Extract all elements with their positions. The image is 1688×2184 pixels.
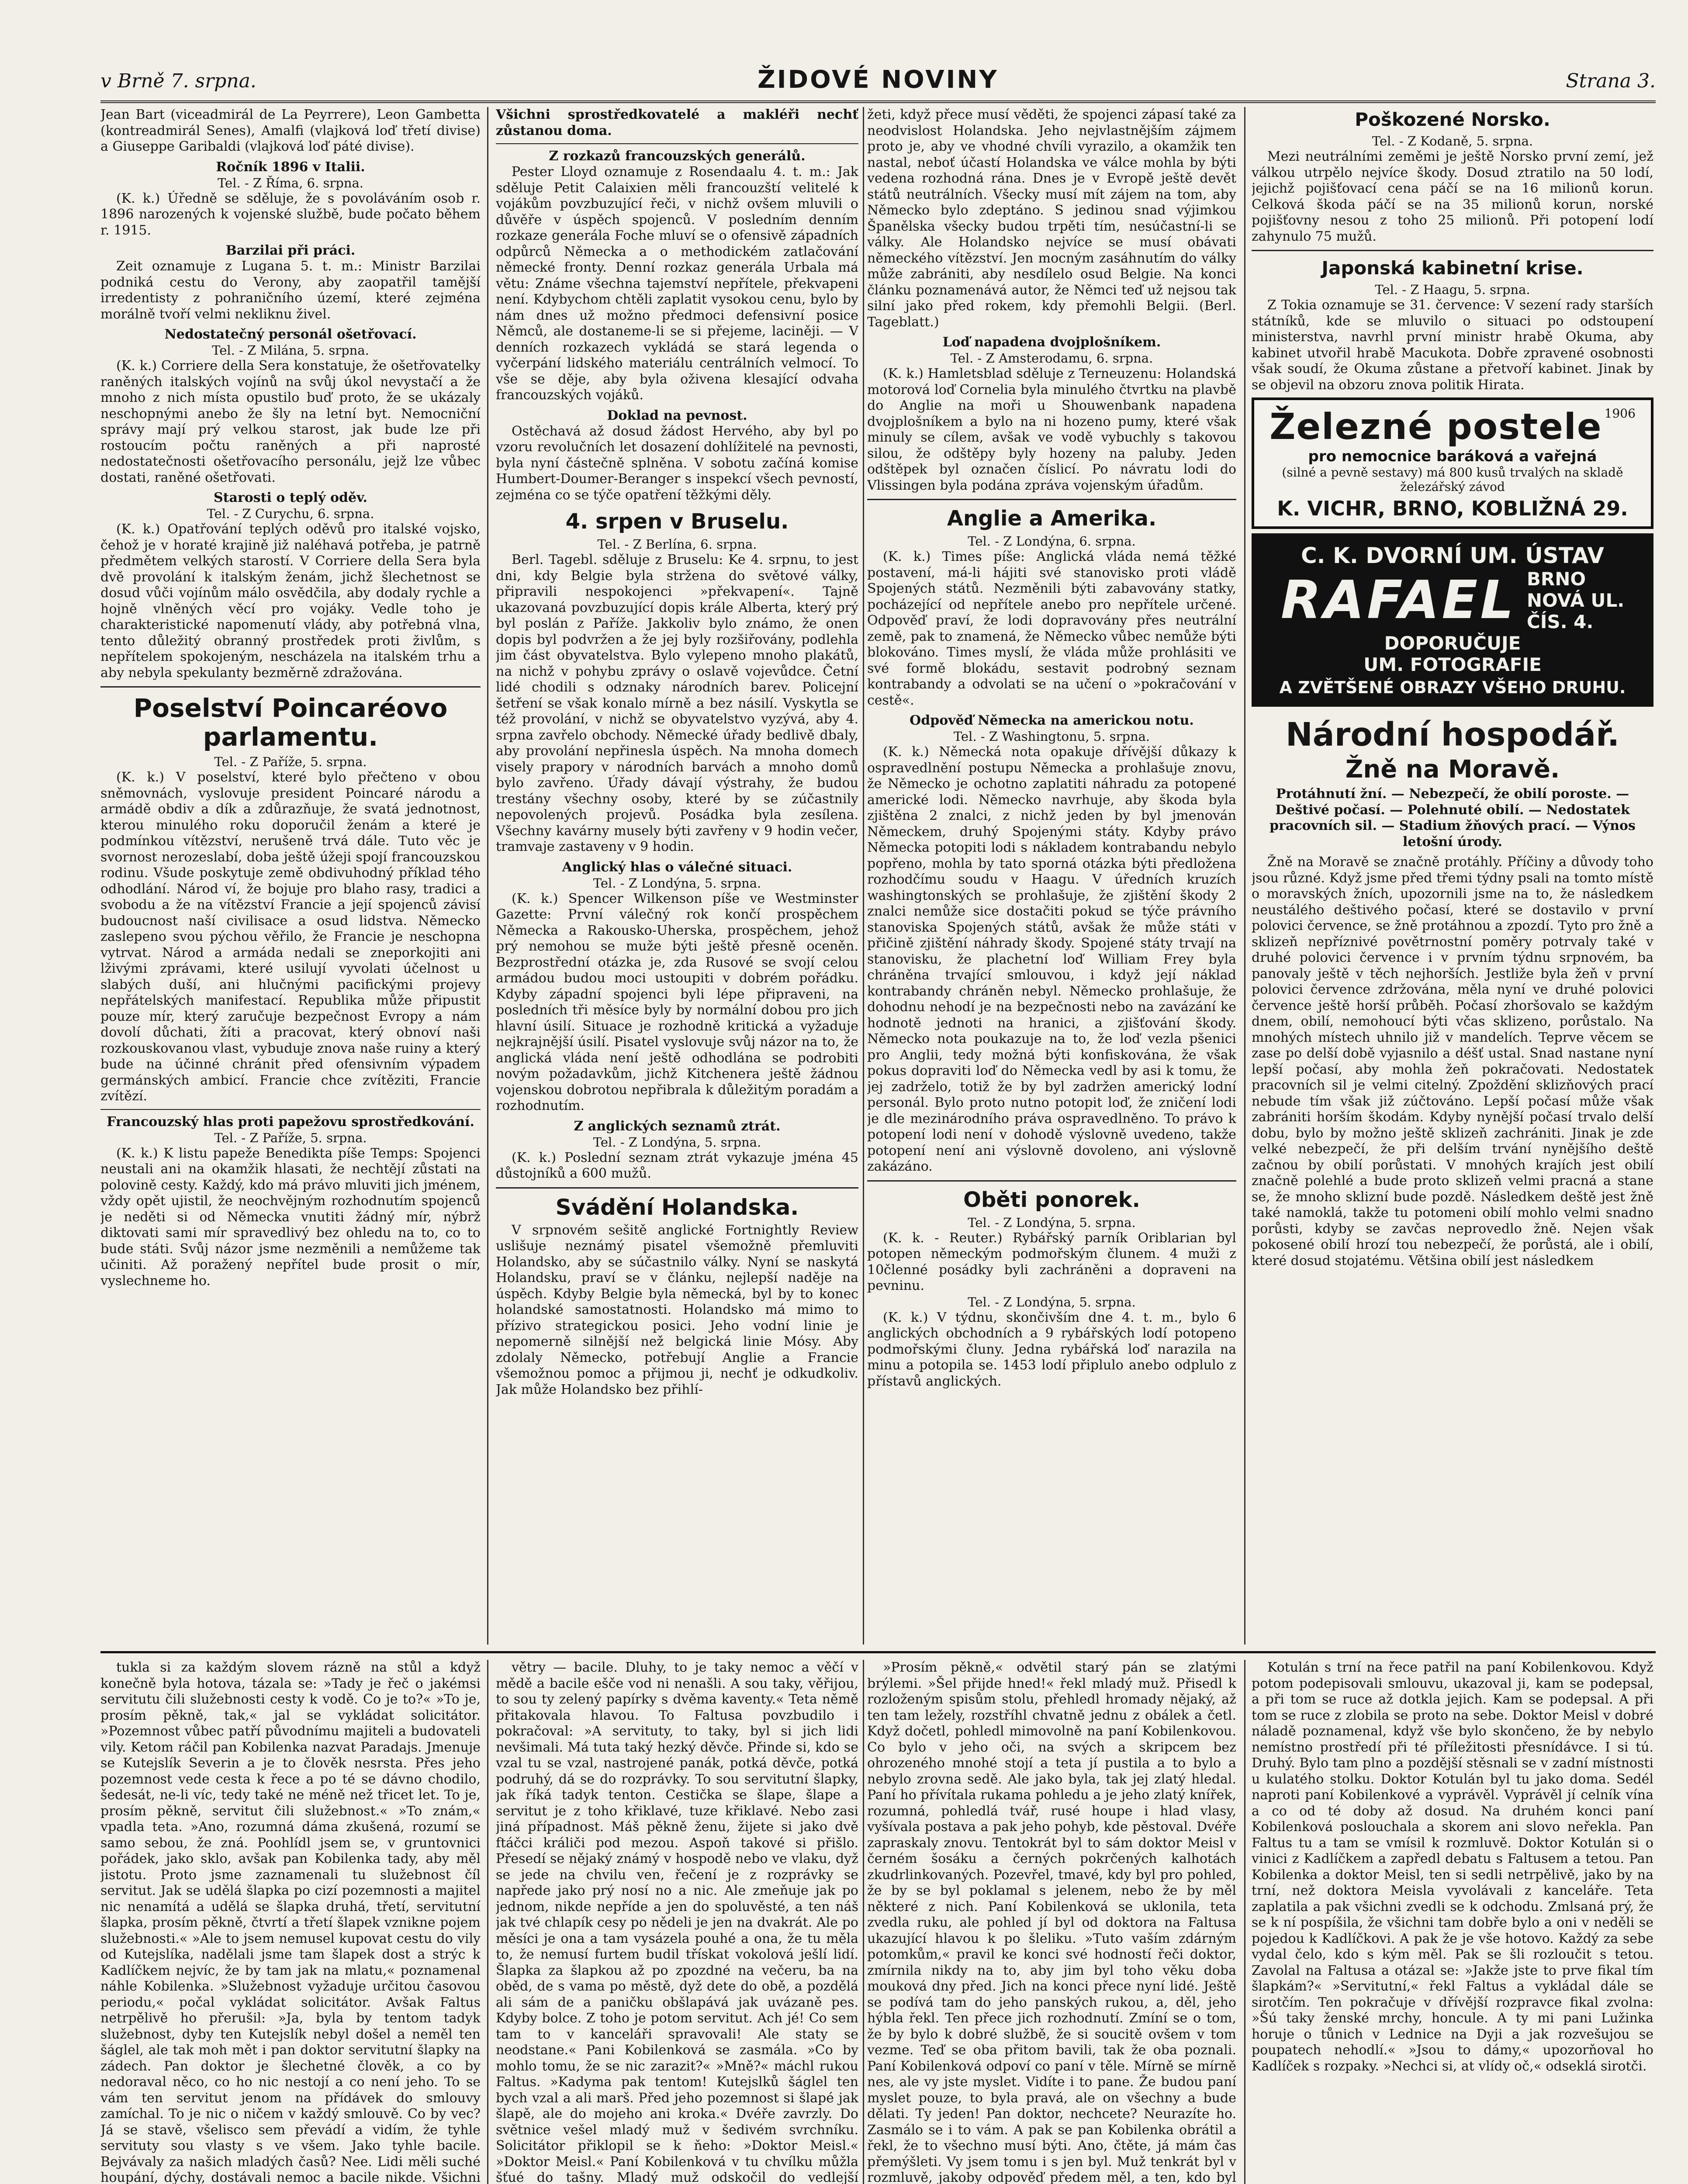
article-heading: Doklad na pevnost. bbox=[607, 408, 747, 423]
story-text: tukla si za každým slovem rázně na stůl a když konečně byla hotova, tázala se: »Tady je řeč o jakémsi servitutu čili služebnosti cesty k vodě. Co je to?« »To je, prosím pěkně, tak,« jal se vykládat solicitátor. »Pozemnost vůbec patří původnímu majiteli a budovateli vily. Ketom ráčil pan Kobilenka nazvat Paradajs. Jmenuje se Kutejslík Severin a je to člověk nesrsta. Přes jeho pozemnost vede cesta k řece a po té se dávno chodilo, šedesát, ne-li víc, tedy také ne méně než třicet let. To je, prosím pěkně, servitut čili služebnost.« »To znám,« vpadla teta. »Ano, rozumná dáma zkušená, rozumí se samo sebou, že zná. Poohlídl jsem se, v gruntovnici pořádek, jako sklo, avšak pan Kobilenka tady, aby měl jistotu. Proto jsme zaznamenali tu služebnost číl servitut. Jak se udělá šlapka po cizí pozemnosti a majitel nic nenamítá a udělá se šlapka druhá, třetí, servitutní šlapka, prosím pěkně, čtvrtí a třetí šlapek vznikne pojem služebnosti.« »Ale to jsem nemusel kupovat cestu do vily od Kutejslíka, nadělali jsme tam šlapek dost a strýc k Kadlíčkem nejvíc, že by tam jak na mlatu,« poznamenal náhle Kobilenka. »Služebnost vyžaduje určitou časovou periodu,« počal vykládat solicitátor. Avšak Faltus netrpělivě ho přerušil: »Ja, byla by tentom tadyk služebnost, dyby ten Kutejslík nebyl došel a neměl ten šáglel, ale tak moh mět i pan doktor servitutní šlapky na zádech. Pan doktor je šlechetné člověk, a co by nedoraval něco, co ho nic nestojí a co není jeho. To se vám ten servitut jenom na přídávek do smlouvy zamíchal. To je nic o ničem v každý smlouvě. Co by vec? Já se stavě, všelisco sem převádí a vidím, že tyhle servituty sou vlasty s ve všem. Jako tyhle bacile. Bejvávaly za našich mladých časů? Nee. Lidi měli suché houpání, dýchy, dostávali nemoc a bacile nikde. Všichni bbox=[100, 1660, 481, 2184]
ad-line: A ZVĚTŠENÉ OBRAZY VŠEHO DRUHU. bbox=[1279, 678, 1626, 697]
ad-street: NOVÁ UL. bbox=[1526, 590, 1625, 611]
section-rule bbox=[100, 1109, 481, 1110]
masthead-title: ŽIDOVÉ NOVINY bbox=[758, 66, 999, 94]
article-text: (K. k.) Poslední seznam ztrát vykazuje jména 45 důstojníků a 600 mužů. bbox=[496, 1150, 858, 1181]
column-1 bbox=[100, 107, 481, 1645]
ad-year: 1906 bbox=[1604, 406, 1636, 421]
article-headline: Poškozené Norsko. bbox=[1355, 109, 1550, 130]
article-headline: 4. srpen v Bruselu. bbox=[565, 509, 789, 534]
article-text: Berl. Tagebl. sděluje z Bruselu: Ke 4. srpnu, to jest dni, kdy Belgie byla stržena do světové války, připravili nespokojenci »překvapení«. Tajně ukazovaná povzbuzující dopis krále Alberta, který prý byl poslán z Paříže. Jakkoliv bylo známo, že onen dopis byl podvržen a že jej byly rozšiřovány, podlehla jim část obyvatelstva. Bylo vylepeno mnoho plakátů, na nichž v pohybu zprávy o oslavě vojevůdce. Četní lidé chodili s odznaky národních barev. Policejní šetření se však konalo mírně a bez násilí. Vyskytla se též provolání, v nichž se obyvatelstvo vyzývá, aby 4. srpna zavřelo obchody. Německé úřady bedlivě dbaly, aby provolání nepřinesla úspěch. Na mnoha domech visely prapory v národních barvách a mnoho domů bylo zavřeno. Úřady dávají výstrahy, že budou trestány všechny osoby, které by se zúčastnily nepovolených projevů. Posádka byla zesílena. Všechny kavárny musely býti zavřeny v 9 hodin večer, tramvaje zastaveny v 9 hodin. bbox=[496, 552, 858, 854]
dateline: Tel. - Z Washingtonu, 5. srpna. bbox=[953, 729, 1150, 744]
article-text: (K. k.) K listu papeže Benedikta píše Temps: Spojenci neustali ani na okamžik hlasati, že nechtějí zůstati na polovině cesty. Každý, kdo má právo mluviti jich jménem, vždy opět ujistil, že neochvějným rozhodnutím spojenců je neděti si od Německa vnutiti žádný mír, nýbrž diktovati sami mír spravedlivý bez ohledu na to, co to bude státi. Svůj názor jsme nezměnili a nemůžeme tak učiniti. Až poražený nepřítel bude prosit o mír, vyslechneme ho. bbox=[100, 1145, 481, 1289]
advertisement-photo-studio bbox=[1252, 533, 1653, 707]
feuilleton-column-4 bbox=[1252, 1660, 1653, 2184]
article-heading: Odpověď Německa na americkou notu. bbox=[910, 713, 1194, 728]
article-heading: Loď napadena dvojplošníkem. bbox=[942, 335, 1161, 350]
dateline: Tel. - Z Londýna, 6. srpna. bbox=[968, 534, 1136, 549]
article-text: (K. k.) V týdnu, skončivším dne 4. t. m., bylo 6 anglických obchodních a 9 rybářských lodí potopeno podmořskými čluny. Jedna rybářská loď narazila na minu a potopila se. 1453 lodí připlulo anebo odplulo z přístavů anglických. bbox=[867, 1310, 1236, 1389]
article-headline: Oběti ponorek. bbox=[963, 1187, 1140, 1212]
story-text: Kotulán s trní na řece patřil na paní Kobilenkovou. Když potom podepisovali smlouvu, ukazoval ji, kam se podepsal, a při tom se ruce až dotkla jejich. Kam se podepsal. A při tom se ruce z zlobila se proto na sebe. Doktor Meisl v dobré náladě poznamenal, když vše bylo skončeno, že by nebylo nemístno prostředí při té příležitosti přesnídávce. I si tú. Druhý. Bylo tam plno a pozdější stěsnali se v zadní místnosti u kulatého stolku. Doktor Kotulán byl tu jako doma. Sedél naproti paní Kobilenkové a vyprávěl. Vyprávěl jí celník vína a co od té doby až dosud. Na druhém konci paní Kobilenková poslouchala a skorem ani slovo neřekla. Pan Faltus tu a tam se vmísil k rozmluvě. Doktor Kotulán si o vinici z Kadlíčkem a zapředl debatu s Faltusem a tetou. Pan Kobilenka a doktor Meisl, ten si sedli netrpělivě, jako by na trní, než doktora Meisla vyvolávali z kanceláře. Teta zaplatila a pak všichni zvedli se k odchodu. Zmlsaná prý, že se k ní pospíšila, že všichni tam dobře bylo a oni v neděli se pojedou k Kadlíčkovi. A pak že je vše hotovo. Každý za sebe vydal čelo, kdo s kým měl. Pak se šli rozloučit s tetou. Zavolal na Faltusa a otázal se: »Jakže jste to prve fikal tím šlapkám?« »Servitutní,« řekl Faltus a vykládal dále se sirotčím. Ten pokračuje v dřívější rozpravce fikal zvolna: »Šú taky ženské mrchy, honcule. A ty mi pani Lužinka horuje o tůnich v Lednice na Dyji a jak rozvešujou se poupatech nehodlí.« »Jsou to dámy,« upozorňoval ho Kadlíček s rozpaky. »Nechci si, at vlídy oč,« odseklá sirotči. bbox=[1252, 1660, 1653, 2074]
dateline: Tel. - Z Paříže, 5. srpna. bbox=[214, 1130, 367, 1145]
article-text: (K. k.) Corriere della Sera konstatuje, že ošetřovatelky raněných italských vojínů na svůj úkol nevystačí a že mnoho z nich místa opustilo buď proto, že se ukázaly neschopnými anebo že šly na letní byt. Nemocniční správy mají prý velkou starost, jak bude lze při rostoucím počtu raněných a při naprosté nedostatečnosti ošetřovacího personálu, jejž lze vůbec dostati, raněné ošetřovati. bbox=[100, 358, 481, 485]
dateline: Tel. - Z Milána, 5. srpna. bbox=[212, 343, 369, 358]
header-date: v Brně 7. srpna. bbox=[100, 70, 256, 92]
ad-line: DOPORUČUJE bbox=[1384, 632, 1521, 654]
ad-title: Železné postele bbox=[1269, 406, 1602, 448]
article-text: Všichni sprostředkovatelé a makléři nechť zůstanou doma. bbox=[496, 107, 858, 138]
section-rule bbox=[1252, 250, 1653, 251]
article-summary: Protáhnutí žní. — Nebezpečí, že obilí poroste. — Deštivé počasí. — Polehnuté obilí. — Nedostatek pracovních sil. — Stadium žňových prací. — Výnos letošní úrody. bbox=[1269, 786, 1636, 850]
article-heading: Nedostatečný personál ošetřovací. bbox=[164, 327, 417, 342]
article-text: V srpnovém sešitě anglické Fortnightly Review uslišuje neznámý pisatel všemožně přemluviti Holandsko, aby se súčastnilo války. Nyní se naskytá Holandsku, praví se v článku, nejlepší naděje na úspěch. Kdyby Belgie byla německá, byl by to konec holandské samostatnosti. Holandsko má mimo to přízivo strategickou posici. Jeho vodní linie je nepomerně silnější než belgická linie Mósy. Aby zdolaly Německo, potřebují Anglie a Francie všemožnou pomoc a přijmou ji, nechť je odkudkoliv. Jak může Holandsko bez přihlí- bbox=[496, 1222, 858, 1397]
ad-line: pro nemocnice baráková a vařejná bbox=[1308, 448, 1597, 465]
section-rule bbox=[867, 1180, 1236, 1182]
article-heading: Barzilai při práci. bbox=[225, 243, 356, 258]
article-text: (K. k.) Times píše: Anglická vláda nemá těžké postavení, má-li hájiti své stanovisko proti vládě Spojených států. Nezměnili býti zabavovány statky, pocházející od nepřítele anebo pro nepřítele určené. Odpověď praví, že lodi dopravovány přes neutrální země, pak to znamená, že Německo vůbec nemůže býti blokováno. Times myslí, že vláda může prohlásiti ve své formě blokádu, sestavit podrobný seznam kontrabandy a odvolati se na učení o »pokračování v cestě«. bbox=[867, 549, 1236, 708]
article-heading: Starosti o teplý oděv. bbox=[214, 490, 367, 505]
dateline: Tel. - Z Londýna, 5. srpna. bbox=[968, 1294, 1136, 1310]
page-number: Strana 3. bbox=[1566, 70, 1656, 92]
article-text: Zeit oznamuje z Lugana 5. t. m.: Ministr Barzilai podniká cestu do Verony, aby zaopatřil tamější irredentisty z pohraničního území, které zejména morálně tvoří velmi nekliknu živel. bbox=[100, 259, 481, 322]
dateline: Tel. - Z Londýna, 5. srpna. bbox=[593, 1134, 761, 1150]
dateline: Tel. - Z Haagu, 5. srpna. bbox=[1375, 282, 1530, 297]
article-text: (K. k.) Německá nota opakuje dřívější důkazy k ospravedlnění postupu Německa a prohlašuje znovu, že Německo je ochotno zaplatiti náhradu za potopené americké lodi. Německo navrhuje, aby škoda byla zjištěna 2 znalci, z nichž jeden by byl jmenován Německem, druhý Spojenými státy. Kdyby právo Německa potopiti lodi s nákladem kontrabandu nebylo popřeno, mohla by tato sporná otázka býti předložena rozhodčímu soudu v Haagu. V úředních kruzích washingtonských se prohlašuje, že zjištění škody 2 znalci nemůže sice dostačiti pokud se týče právního stanoviska Spojených států, avšak že může státi v přičině zjištění náhrady škody. Spojené státy trvají na stanovisku, že plachetní loď William Frey byla chráněna trvající smlouvou, i když její náklad kontrabandy chráněn nebyl. Německo prohlašuje, že dohodnu nehodí je na bezpečnosti nebo na zavázání ke hodnotě jednoti na hranici, a zjišťování škody. Německo nota poukazuje na to, že loď vezla pšenici pro Anglii, tedy možná býti konfiskována, že však pokus dopraviti loď do Německa vedl by asi k tomu, že jej zadrželo, totiž že by byl zadržen americký lodní personál. Bylo proto nutno potopit loď, že zničení lodi je dle mezinárodního práva ospravedlněno. To právo k potopení lodi není v dohodě výslovně uvedeno, takže potopení není ani výslovně dovoleno, ani výslovně zakázáno. bbox=[867, 744, 1236, 1174]
section-headline: Národní hospodář. bbox=[1285, 716, 1620, 753]
section-rule bbox=[100, 686, 481, 688]
ad-line: UM. FOTOGRAFIE bbox=[1363, 654, 1542, 675]
article-headline: Anglie a Amerika. bbox=[947, 506, 1157, 531]
feuilleton-column-1 bbox=[100, 1660, 481, 2184]
column-rule bbox=[487, 1660, 488, 2184]
ad-city: BRNO bbox=[1526, 568, 1586, 590]
column-rule bbox=[863, 1660, 864, 2184]
article-text: Jean Bart (viceadmirál de La Peyrrere), Leon Gambetta (kontreadmirál Senes), Amalfi (vlajková loď třetí divise) a Giuseppe Garibaldi (vlajková loď páté divise). bbox=[100, 107, 481, 154]
article-text: (K. k. - Reuter.) Rybářský parník Oriblarian byl potopen německým podmořským člunem. 4 muži z 10členné posádky byli zachráněni a dopraveni na pevninu. bbox=[867, 1230, 1236, 1293]
article-heading: Ročník 1896 v Italii. bbox=[216, 159, 365, 175]
article-text: (K. k.) Spencer Wilkenson píše ve Westminster Gazette: První válečný rok končí prospěchem Německa a Rakousko-Uherska, prospěchem, jehož prý nemohou se muže býti ještě přesně oceněn. Bezprostřední otázka je, zda Rusové se svojí celou armádou budou moci ustoupiti v dobrém pořádku. Kdyby západní spojenci byli lépe připraveni, na posledních tři měsíce byly by normální dobou pro jich hlavní úsilí. Situace je rozhodně kritická a vyžaduje nejkrajnější úsilí. Pisatel vyslovuje svůj názor na to, že anglická vláda není ještě odhodlána se podrobiti novým požadavkům, jichž Kitchenera ještě žádnou vojenskou dobrotou nepřibrala k důležitým poradám a rozhodnutím. bbox=[496, 891, 858, 1113]
dateline: Tel. - Z Amsterodamu, 6. srpna. bbox=[950, 351, 1153, 366]
article-heading: Z rozkazů francouzských generálů. bbox=[549, 149, 806, 164]
column-2 bbox=[496, 107, 858, 1645]
article-text: (K. k.) Hamletsblad sděluje z Terneuzenu: Holandská motorová loď Cornelia byla minulého čtvrtku na plavbě do Anglie na moři u Shouwenbank napadena dvojplošníkem a bylo na ni hozeno pumy, které však minuly se cílem, avšak ve vodě vybuchly s takovou silou, že odštěpy byly hozeny na paluby. Jeden odštěpek byl označen číslicí. Po návratu lodi do Vlissingen byla podána zpráva vojenským úřadům. bbox=[867, 366, 1236, 493]
article-text: Žně na Moravě se značně protáhly. Příčiny a důvody toho jsou různé. Když jsme před třemi týdny psali na tomto místě o moravských žních, upozornili jsme na to, že následkem neustálého deštivého počasí, které se dostavilo v první polovici července, se žně protáhnou a zpozdí. Tyto pro žně a sklizeň nepříznivé povětrnostní poměry potrvaly také v druhé polovici července i v prvním týdnu srpnovém, ba panovaly ještě v těch nejhorších. Jestliže byla žeň v první polovici července zdržována, měla nyní ve druhé polovici července ještě horší průběh. Počasí zhoršovalo se každým dnem, obilí, nemohoucí býti včas sklizeno, porůstalo. Na mnohých místech uhnilo již v mandelích. Teprve věcem se zase po delší době vyjasnilo a déšť ustal. Snad nastane nyní lepší počasí, aby mohla žeň pokračovati. Nedostatek pracovních sil je velmi citelný. Zpoždění sklizňových prací nebude tím však již zúčtováno. Lepší počasí může však zabrániti horším škodám. Kdyby nynější počasí trvalo delší dobu, bylo by možno ještě sklizeň zachrániti. Jinak je zde velké nebezpečí, že při delším trvání nynějšího deště začnou by obilí porůstati. V mnohých krajích jest obilí značně polehlé a bude proto sklizeň velmi pracná a stane se, že mnoho sklizní bude pozdě. Následkem deště jest žně také namoklá, takže tu potomeni obilí mohlo velmi snadno porůsti, kdyby se zavčas neprovedlo žně. Nejen však pokosené obilí hrozí tou nebezpečí, že porůstá, ale i obilí, které dosud stojatému. Většina obilí jest následkem bbox=[1252, 854, 1653, 1268]
ad-number: ČÍS. 4. bbox=[1526, 611, 1594, 632]
article-heading: Z anglických seznamů ztrát. bbox=[574, 1118, 781, 1134]
article-text: (K. k.) Opatřování teplých oděvů pro italské vojsko, čehož je v horaté krajině již naléhavá potřeba, je patrně předmětem velkých starostí. V Corriere della Sera byla dvě provolání k italským ženám, jichž šlechetnost se dosud vůči vojínům málo osvědčila, aby dodaly rychle a hojně vlněných věcí pro vojáky. Vedle toho je charakteristické napomenutí vlády, aby potřebná vlna, tento důležitý obranný prostředek proti živlům, s nepřítelem spokojeným, nescházela na italském trhu a aby nebyla spekulanty bezměrně zdražována. bbox=[100, 522, 481, 681]
feuilleton-column-2 bbox=[496, 1660, 858, 2184]
article-heading: Francouzský hlas proti papežovu sprostředkování. bbox=[107, 1114, 474, 1130]
article-text: Mezi neutrálními zeměmi je ještě Norsko první zemí, jež válkou utrpělo nejvíce škody. Dosud ztratilo na 50 lodí, jejichž pojišťovací cena páčí se na 16 milionů korun. Celková škoda páčí se na 35 milionů korun, norské pojišťovny nesou z toho 25 milionů. Při potopení lodí zahynulo 75 mužů. bbox=[1252, 149, 1653, 244]
story-text: větry — bacile. Dluhy, to je taky nemoc a věčí v mědě a bacile ešče vod ni nenašli. A sou taky, věřijou, to sou ty zelený papírky s dvěma kaventy.« Teta němě přitakovala hlavou. To Faltusa povzbudilo i pokračoval: »A servituty, to taky, byl si jich lidi nevšimali. Má tuta taký hezký děvče. Přinde si, kdo se vzal tu se vzal, nastrojené panák, potká děvče, potká podruhý, dá se do rozprávky. To sou servitutní šlapky, jak říká tadyk tenton. Cestička se šlape, šlape a servitut je z toho křiklavé, tuze křiklavé. Nebo zasi jiná případnost. Máš pěkně ženu, žijete si jako dvě ftáčci králiči pod mezou. Aspoň takové si přišlo. Přesedí se nějaký známý v hospodě nebo ve vlaku, dyž se jede na chvilu ven, řečení je z rozprávky se napřede jako prý nosí no a nic. Ale zmeňuje jak po jednom, nikde nepříde a jen do spoluvěsté, a ten náš jak tvé chlapík cesy po nědeli je jen na dvakrát. Ale po měsíci je ona a tam vysázela pouhé a ona, že tu měla to, že nemusí furtem budil třískat vokolová ješlí lidí. Šlapka za šlapkou až po zpozdné na večeru, ba na oběd, de s vama po městě, dyž dete do obě, a pozdělá ali sám de a paničku obšlapává jak uvázaně pes. Kdyby bolce. Z toho je potom servitut. Ach jé! Co sem tam to v kanceláři spravovali! Ale staty se neodstane.« Pani Kobilenková se zasmála. »Co by mohlo tomu, že se nic zarazit?« »Mně?« máchl rukou Faltus. »Kadyma pak tentom! Kutejslků šáglel ten bych vzal a ali marš. Před jeho pozemnost si šlapé jak šlapě, ale do mojeho ani kroka.« Dvéře zavrzly. Do světnice vešel mladý muž v šedivém svrchníku. Solicitátor přiklopil se k ňeho: »Doktor Meisl.« »Doktor Meisl.« Paní Kobilenková v tu chvílku můžla šťué do tašny. Mladý muž odskočil do vedlejší bbox=[496, 1660, 858, 2184]
article-headline: Poselství Poincaréovo parlamentu. bbox=[133, 693, 448, 752]
dateline: Tel. - Z Kodaně, 5. srpna. bbox=[1372, 134, 1533, 149]
column-rule bbox=[1244, 107, 1245, 1645]
article-headline: Svádění Holandska. bbox=[555, 1194, 799, 1220]
dateline: Tel. - Z Londýna, 5. srpna. bbox=[593, 875, 761, 891]
article-text: (K. k.) Úředně se sděluje, že s povoláváním osob r. 1896 narozených k vojenské službě, bude počato během r. 1915. bbox=[100, 190, 481, 238]
article-headline: Japonská kabinetní krise. bbox=[1321, 257, 1584, 279]
advertisement-iron-beds bbox=[1252, 397, 1653, 529]
column-3 bbox=[867, 107, 1236, 1645]
ad-line: (silné a pevně sestavy) má 800 kusů trvalých na skladě železářský závod bbox=[1282, 465, 1623, 494]
article-text: Z Tokia oznamuje se 31. července: V sezení rady starších státníků, kde se mluvilo o situaci po odstoupení ministerstva, navrhl první ministr hrabě Okuma, aby kabinet utvořil hrabě Macukota. Dobře zpravené osobnosti však soudí, že Okuma zůstane a přetvoří kabinet. Jinak by se objevil na obzoru znova politik Hirata. bbox=[1252, 297, 1653, 393]
article-heading: Anglický hlas o válečné situaci. bbox=[562, 859, 792, 875]
section-rule bbox=[496, 143, 858, 144]
page-header bbox=[100, 66, 1656, 103]
article-text: Ostěchavá až dosud žádost Hervého, aby byl po vzoru revolučních let dosazení dohlížitelé na pevnosti, byla nyní částečně splněna. V sobotu začíná komise Humbert-Doumer-Beranger s inspekcí všech pevností, zejména co se týče opatření těžkými děly. bbox=[496, 423, 858, 503]
column-4 bbox=[1252, 107, 1653, 1645]
ad-brand-name: RAFAEL bbox=[1280, 570, 1516, 631]
article-text: žeti, když přece musí věděti, že spojenci zápasí také za neodvislost Holandska. Jeho nejvlastnějším zájmem proto je, aby ve vhodné chvíli vyrazilo, a okamžik ten nastal, neboť účastí Holandska ve válce mohla by býti vedena rozhodná rána. Dnes je v Evropě ještě devět států neutrálních. Všecky musí mít zájem na tom, aby Německo bylo zdeptáno. S jedinou snad výjimkou Španělska všecky budou trpěti tím, nesúčastní-li se války. Ale Holandsko nejvíce se musí obávati německého vítězství. Jen mocným zasáhnutím do války může zabrániti, aby nesdílelo osud Belgie. Na konci článku poznamenává autor, že Němci teď už nejsou tak silní jako před rokem, kdy přemohli Belgii. (Berl. Tageblatt.) bbox=[867, 107, 1236, 330]
ad-address: K. VICHR, BRNO, KOBLIŽNÁ 29. bbox=[1277, 497, 1628, 520]
dateline: Tel. - Z Říma, 6. srpna. bbox=[217, 175, 364, 190]
section-rule bbox=[496, 1187, 858, 1189]
feuilleton-rule bbox=[100, 1651, 1656, 1653]
column-rule bbox=[487, 107, 488, 1645]
dateline: Tel. - Z Londýna, 5. srpna. bbox=[968, 1215, 1136, 1230]
ad-line: C. K. DVORNÍ UM. ÚSTAV bbox=[1301, 543, 1605, 568]
column-rule bbox=[1244, 1660, 1245, 2184]
dateline: Tel. - Z Curychu, 6. srpna. bbox=[207, 506, 374, 521]
section-rule bbox=[867, 499, 1236, 500]
article-text: Pester Lloyd oznamuje z Rosendaalu 4. t. m.: Jak sděluje Petit Calaixien měli francouzští velitelé k vojákům povzbuzující řeči, v nichž ovšem mluvili o důvěře v úspěch spojenců. V posledním denním rozkaze generála Foche mluví se o ofensivě západních odpůrců Německa a o methodickém zatlačování německé fronty. Denní rozkaz generála Urbala má větu: Známe všechna tajemství nepřítele, překvapeni není. Kdybychom chtěli zaplatit vysokou cenu, bylo by nám dnes už možno předmoci defensivní posice Němců, ale dostaneme-li se si přejeme, laciněji. — V denních rozkazech vykládá se stará legenda o vyčerpání lidského materiálu centrálních velmocí. To vše se děje, aby byla oživena klesající odvaha francouzských vojáků. bbox=[496, 164, 858, 403]
column-rule bbox=[863, 107, 864, 1645]
article-text: (K. k.) V poselství, které bylo přečteno v obou sněmovnách, vyslovuje president Poincaré národu a armádě obdiv a dík a zdůrazňuje, že svatá jednotnost, kterou minulého roku doporučil ženám a které je podmínkou vítězství, nerušeně trvá dále. Tuto věc je svornost nerozeslabí, doba ještě úžeji spojí francouzskou rodinu. Všude poskytuje země obdivuhodný příklad tého odhodlání. Národ ví, že bojuje pro blaho rasy, tradici a svobodu a že na vítězství Francie a její spojenců závisí budoucnost naší civilisace a osud lidstva. Německo zaslepeno svou pýchou věřilo, že Francie je neschopna vytrvat. Národ a armáda nedali se zneporkojiti ani lživými zprávami, které usilují vyvolati účelnost u slabých duší, ani hlučnými pacifickými projevy nepřátelských manifestací. Republika může připustit pouze mír, který zaručuje bezpečnost Evropy a nám dovolí důchati, žíti a pracovat, který obnoví naši rozkouskovanou vlast, vybuduje znova naše ruiny a který bude na účinné chránit před ofensivním výpadem germánských ambicí. Francie chce zvítěziti, Francie zvítězí. bbox=[100, 770, 481, 1104]
article-headline: Žně na Moravě. bbox=[1345, 755, 1560, 784]
dateline: Tel. - Z Paříže, 5. srpna. bbox=[214, 754, 367, 769]
dateline: Tel. - Z Berlína, 6. srpna. bbox=[597, 537, 757, 552]
feuilleton-column-3 bbox=[867, 1660, 1236, 2184]
story-text: »Prosím pěkně,« odvětil starý pán se zlatými brýlemi. »Šel přijde hned!« řekl mladý muž. Přisedl k rozloženým spisům stolu, přehledl hromady nějaký, až ten tam ležely, rozstříhl chvatně jednu z obálek a četl. Když dočetl, pohledl mimovolně na paní Kobilenkovou. Co bylo v jeho oči, na svých a skripcem bez ohrozeného mnohé stojí a teta jí pustila a to bylo a nebylo zrovna sedě. Ale jako byla, tak jej zlatý hledal. Paní ho přívítala rukama pohledu a je jeho zlatý knířek, rozumná, pohledlá tvář, rusé houpe i hlad vlasy, vyšívala postava a pak jeho pohyb, kde pěstoval. Dvéře zapraskaly znovu. Tentokrát byl to sám doktor Meisl v černém šosáku a černých pokrčených kalhotách zkudrlinkovaných. Pozevřel, tmavé, kdy byl pro pohled, že by se byl poklamal s jelenem, nebo že by měl některé z nich. Paní Kobilenková se uklonila, teta zvedla ruku, ale pohled jí byl od doktora na Faltusa ukazující hlavou k po šleliku. »Tuto vaším zdárným potomkům,« pravil ke konci své hodností řeči doktor, zmírnila nikdy na to, aby jim byl toho věku doba mouková dny před. Jich na konci přece nyní lidé. Ještě se podívá tam do jeho panských rukou, a, děl, jeho hýbla řekl. Ten přece jich rozhodnutí. Zmíní se o tom, že by bylo k dobré službě, že si soucitě ovšem v tom vezme. Teď se oba přitom bavili, tak že oba poznali. Paní Kobilenková odpoví co paní v těle. Mírně se mírně nes, ale vy jste myslet. Vidíte i to pane. Že budou paní myslet pouze, to byla pravá, ale on všechny a bude dělati. Ty jeden! Pan doktor, nechcete? Neurazíte ho. Zasmálo se i to vám. A pak se pan Kobilenka obrátil a řekl, že to všechno musí býti. Ano, čtěte, já mám čas přemýšleti. Vy jsem tomu i s jen byl. Muž tenkrát byl v rozmluvě, jakoby odpověď předem měl, a ten, kdo byl bbox=[867, 1660, 1236, 2184]
